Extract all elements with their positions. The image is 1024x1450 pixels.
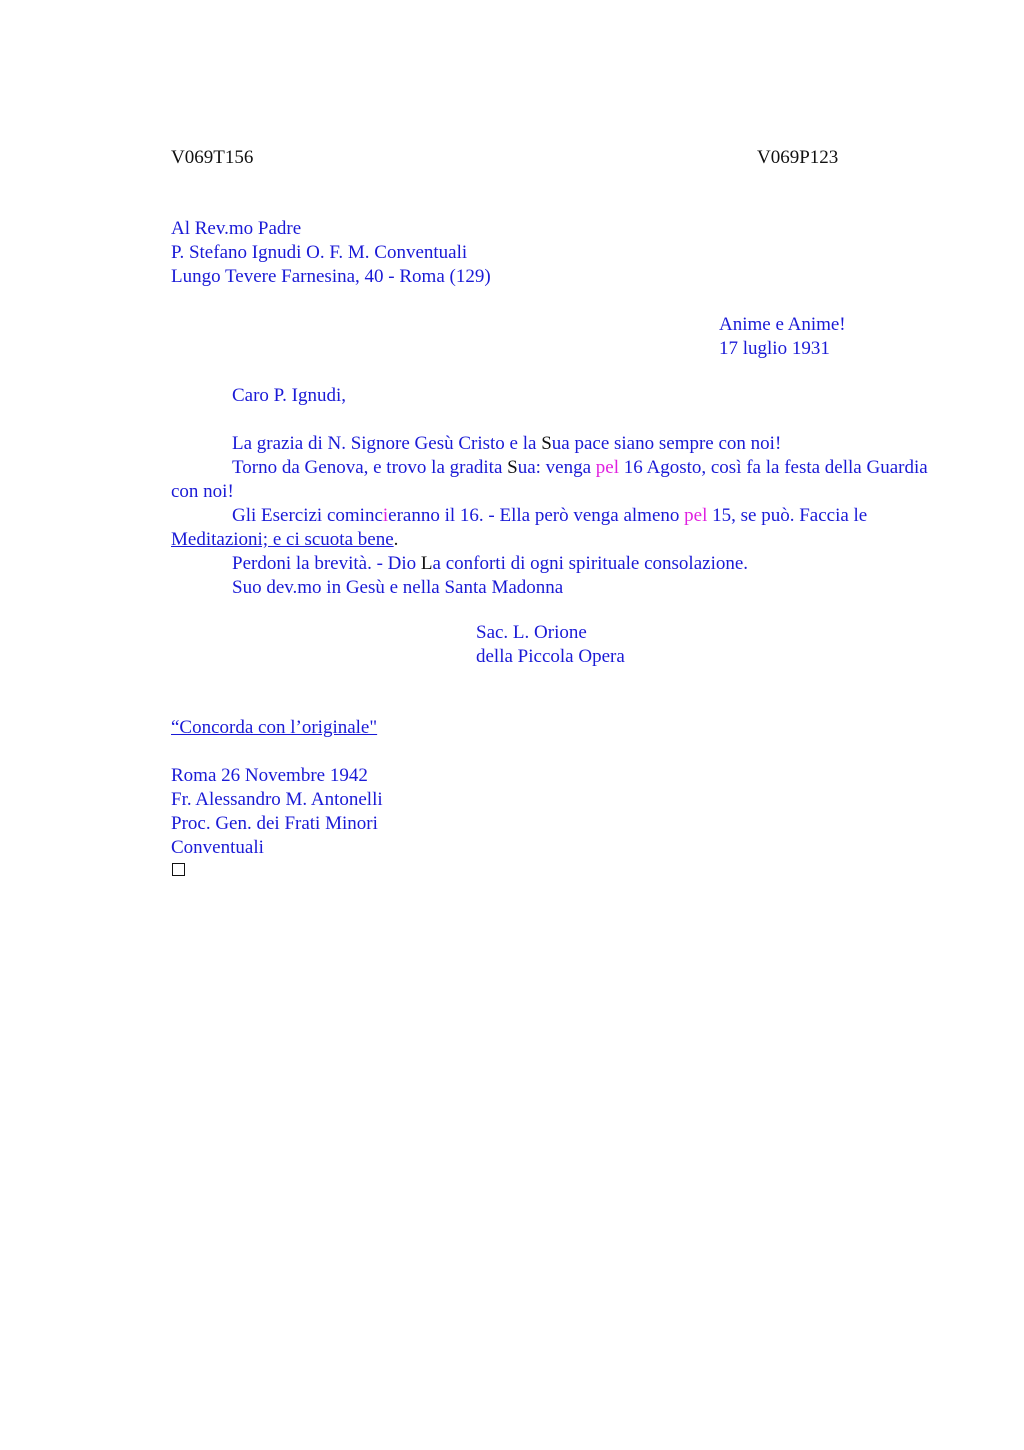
- body-paragraph: La grazia di N. Signore Gesù Cristo e la Sua pace siano sempre con noi!: [232, 433, 782, 454]
- letter-body: [171, 432, 931, 600]
- address-block: [171, 217, 931, 289]
- certification-line: Conventuali: [171, 837, 264, 858]
- salutation: Caro P. Ignudi,: [232, 385, 346, 406]
- document-code-left: V069T156: [171, 147, 254, 168]
- body-paragraph: Gli Esercizi comincieranno il 16. - Ella però venga almeno pel 15, se può. Faccia le Meditazioni; e ci scuota bene.: [171, 505, 868, 550]
- motto: Anime e Anime!: [719, 314, 846, 335]
- empty-box-icon: [172, 863, 185, 876]
- body-paragraph: Perdoni la brevità. - Dio La conforti di ogni spirituale consolazione.: [232, 553, 749, 574]
- signature-title: della Piccola Opera: [476, 646, 625, 667]
- certification-line: Roma 26 Novembre 1942: [171, 765, 368, 786]
- address-line: P. Stefano Ignudi O. F. M. Conventuali: [171, 242, 468, 263]
- document-code-right: V069P123: [757, 147, 839, 168]
- address-line: Al Rev.mo Padre: [171, 218, 302, 239]
- dateline: [719, 313, 846, 361]
- letter-date: 17 luglio 1931: [719, 338, 830, 359]
- body-paragraph: Torno da Genova, e trovo la gradita Sua: venga pel 16 Agosto, così fa la festa della Guardia con noi!: [171, 457, 928, 502]
- closing-line: Suo dev.mo in Gesù e nella Santa Madonna: [232, 577, 564, 598]
- certification-heading: “Concorda con l’originale": [171, 717, 378, 738]
- address-line: Lungo Tevere Farnesina, 40 - Roma (129): [171, 266, 491, 287]
- certification-block: [171, 764, 931, 860]
- signature-name: Sac. L. Orione: [476, 622, 587, 643]
- certification-line: Fr. Alessandro M. Antonelli: [171, 789, 383, 810]
- signature-block: [476, 621, 625, 669]
- certification-line: Proc. Gen. dei Frati Minori: [171, 813, 378, 834]
